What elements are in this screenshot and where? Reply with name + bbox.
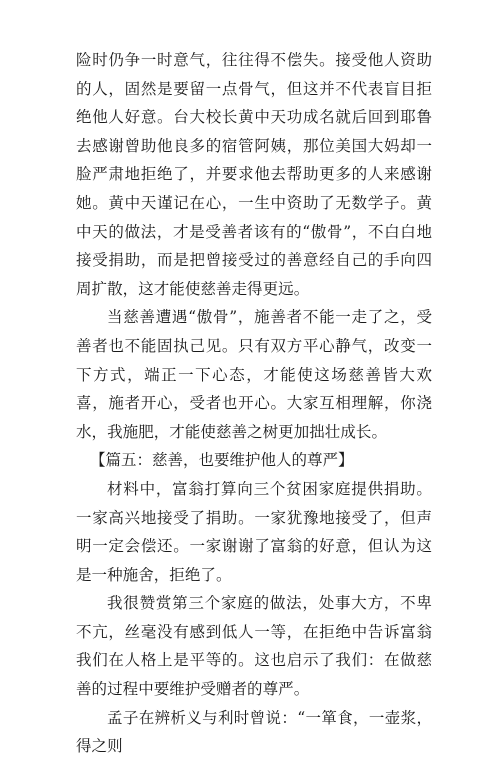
paragraph-mencius: 孟子在辨析义与利时曾说：“一箪食，一壶浆，得之则 xyxy=(76,708,432,756)
document-page xyxy=(76,46,432,761)
section-heading: 【篇五：慈善，也要维护他人的尊严】 xyxy=(90,451,354,470)
paragraph-continuation: 险时仍争一时意气，往往得不偿失。接受他人资助的人，固然是要留一点骨气，但这并不代表盲目拒绝他人好意。台大校长黄中天功成名就后回到耶鲁去感谢曾助他良多的宿管阿姨，那位美国大妈却一脸严肃地拒绝了，并要求他去帮助更多的人来感谢她。黄中天谨记在心，一生中资助了无数学子。黄中天的做法，才是受善者该有的“傲骨”，不白白地接受捐助，而是把曾接受过的善意经自己的手向四周扩散，这才能使慈善走得更远。 xyxy=(76,51,432,298)
paragraph-opinion: 我很赞赏第三个家庭的做法，处事大方，不卑不亢，丝毫没有感到低人一等，在拒绝中告诉富翁我们在人格上是平等的。这也启示了我们：在做慈善的过程中要维护受赠者的尊严。 xyxy=(76,594,432,699)
paragraph-conclusion: 当慈善遭遇“傲骨”，施善者不能一走了之，受善者也不能固执己见。只有双方平心静气，改变一下方式，端正一下心态，才能使这场慈善皆大欢喜，施者开心，受者也开心。大家互相理解，你浇水，我施肥，才能使慈善之树更加拙壮成长。 xyxy=(76,308,432,441)
paragraph-material: 材料中，富翁打算向三个贫困家庭提供捐助。一家高兴地接受了捐助。一家犹豫地接受了，但声明一定会偿还。一家谢谢了富翁的好意，但认为这是一种施舍，拒绝了。 xyxy=(76,479,432,584)
